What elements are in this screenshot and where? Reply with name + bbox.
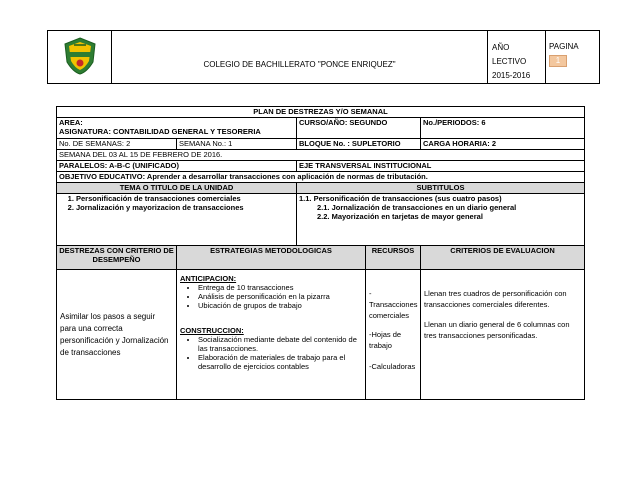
- subtitulos-cell: [297, 194, 585, 246]
- school-logo-cell: [48, 31, 112, 84]
- subtitulos-header: SUBTITULOS: [297, 183, 585, 194]
- school-name: COLEGIO DE BACHILLERATO "PONCE ENRIQUEZ": [112, 31, 488, 84]
- col-header-recursos: RECURSOS: [366, 246, 421, 270]
- school-year-cell: [488, 31, 546, 84]
- col-header-destrezas: DESTREZAS CON CRITERIO DE DESEMPEÑO: [57, 246, 177, 270]
- semana-no: SEMANA No.: 1: [177, 139, 297, 150]
- area-label: AREA:: [59, 118, 83, 127]
- anticipacion-label: ANTICIPACION:: [180, 274, 237, 283]
- carga-horaria: CARGA HORARIA: 2: [421, 139, 585, 150]
- recurso-item: -Transacciones comerciales: [369, 289, 418, 320]
- plan-title: PLAN DE DESTREZAS Y/O SEMANAL: [57, 107, 585, 118]
- tema-item: 1. Personificación de transacciones comerciales: [76, 194, 294, 203]
- subtitulo-item: 2.2. Mayorización en tarjetas de mayor general: [317, 212, 483, 221]
- recurso-item: -Calculadoras: [369, 362, 416, 371]
- construccion-item: • Elaboración de materiales de trabajo para el desarrollo de ejercicios contables: [198, 353, 362, 371]
- destreza-cell: Asimilar los pasos a seguir para una correcta personificación y Jornalización de transacciones: [57, 270, 177, 400]
- construccion-label: CONSTRUCCION:: [180, 326, 244, 335]
- estrategias-cell: [177, 270, 366, 400]
- asignatura: ASIGNATURA: CONTABILIDAD GENERAL Y TESORERIA: [59, 127, 261, 136]
- header-table: [47, 30, 600, 84]
- criterio-item: Llenan un diario general de 6 columnas con tres transacciones personificadas.: [424, 320, 570, 340]
- recursos-cell: [366, 270, 421, 400]
- anticipacion-item: • Análisis de personificación en la pizarra: [198, 292, 362, 301]
- col-header-estrategias: ESTRATEGIAS METODOLOGICAS: [177, 246, 366, 270]
- criterios-cell: [421, 270, 585, 400]
- tema-item: 2. Jornalización y mayorizacion de transacciones: [76, 203, 294, 212]
- paralelos: PARALELOS: A-B-C (UNIFICADO): [57, 161, 297, 172]
- temas-cell: [57, 194, 297, 246]
- school-crest-icon: [62, 36, 98, 76]
- area-asignatura-cell: [57, 118, 297, 139]
- tema-header: TEMA O TITULO DE LA UNIDAD: [57, 183, 297, 194]
- objetivo-educativo: OBJETIVO EDUCATIVO: Aprender a desarrollar transacciones con aplicación de normas de tributación.: [57, 172, 585, 183]
- curso: CURSO/AÑO: SEGUNDO: [297, 118, 421, 139]
- col-header-criterios: CRITERIOS DE EVALUACION: [421, 246, 585, 270]
- fecha-semana: SEMANA DEL 03 AL 15 DE FEBRERO DE 2016.: [57, 150, 585, 161]
- anticipacion-item: • Entrega de 10 transacciones: [198, 283, 362, 292]
- subtitulo-item: 2.1. Jornalización de transacciones en un diario general: [317, 203, 517, 212]
- school-year-value: 2015-2016: [492, 71, 531, 80]
- recurso-item: -Hojas de trabajo: [369, 330, 402, 350]
- criterio-item: Llenan tres cuadros de personificación con transacciones comerciales diferentes.: [424, 289, 567, 309]
- subtitulo-main: 1.1. Personificación de transacciones (sus cuatro pasos): [299, 194, 502, 203]
- page-label: PAGINA: [549, 42, 579, 51]
- school-year-label: AÑO LECTIVO: [492, 43, 527, 66]
- page-cell: [546, 31, 600, 84]
- eje-transversal: EJE TRANSVERSAL INSTITUCIONAL: [297, 161, 585, 172]
- plan-table: [56, 106, 585, 400]
- construccion-item: • Socialización mediante debate del contenido de las transacciones.: [198, 335, 362, 353]
- periodos: No./PERIODOS: 6: [421, 118, 585, 139]
- anticipacion-item: • Ubicación de grupos de trabajo: [198, 301, 362, 310]
- semanas: No. DE SEMANAS: 2: [57, 139, 177, 150]
- page-number: 1: [549, 55, 567, 67]
- bloque: BLOQUE No. : SUPLETORIO: [297, 139, 421, 150]
